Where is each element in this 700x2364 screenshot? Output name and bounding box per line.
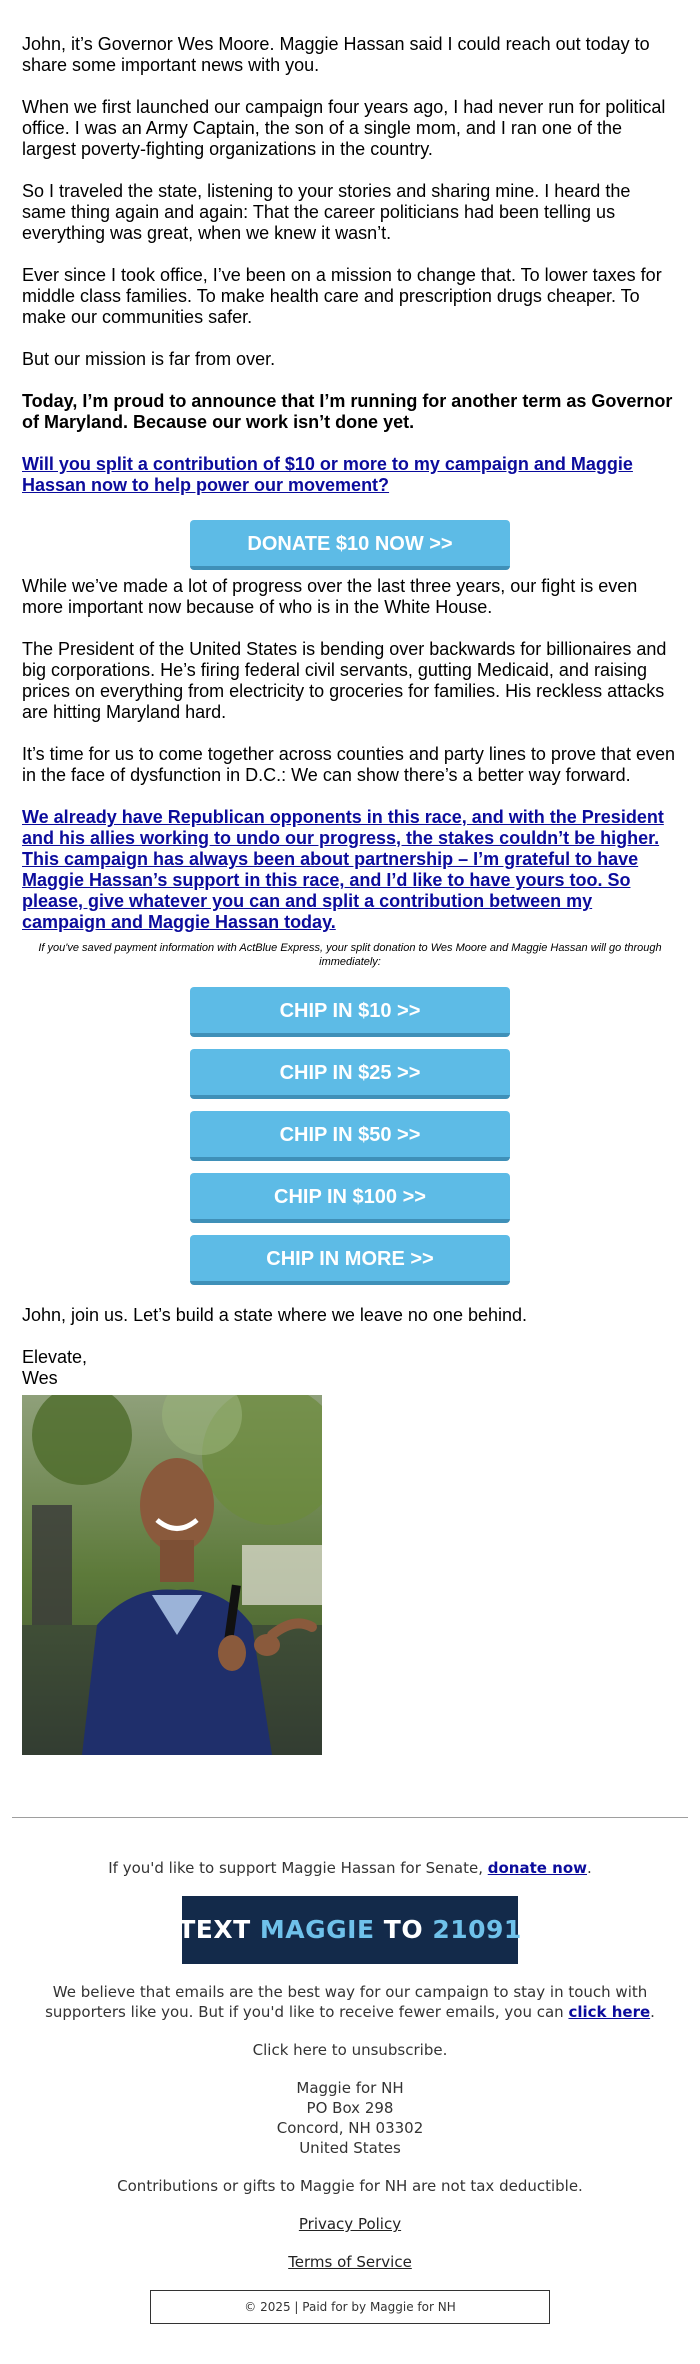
donate-button-row xyxy=(22,517,678,576)
mission-not-over-paragraph: But our mission is far from over. xyxy=(22,349,276,369)
mission-paragraph: Ever since I took office, I’ve been on a mission to change that. To lower taxes for middle class families. To make health care and prescription drugs cheaper. To make our communities safer. xyxy=(22,265,662,327)
banner-keyword: MAGGIE xyxy=(259,1915,375,1944)
chip-button-row-3 xyxy=(22,1111,678,1173)
fewer-emails-end: . xyxy=(650,2003,655,2021)
donate-now-link[interactable]: donate now xyxy=(487,1859,587,1877)
address-line: PO Box 298 xyxy=(306,2099,394,2117)
support-end: . xyxy=(587,1859,592,1877)
chip-in-more-button[interactable]: CHIP IN MORE >> xyxy=(190,1235,510,1285)
chip-button-row-1 xyxy=(22,987,678,1049)
signature-text: Wes xyxy=(22,1368,58,1388)
privacy-policy-link[interactable]: Privacy Policy xyxy=(298,2215,402,2233)
president-paragraph: The President of the United States is bending over backwards for billionaires and big corporations. He’s firing federal civil servants, gutting Medicaid, and raising prices on everything from electricity to groceries for families. His reckless attacks are hitting Maryland hard. xyxy=(22,639,667,722)
progress-paragraph: While we’ve made a lot of progress over the last three years, our fight is even more important now because of who is in the White House. xyxy=(22,576,638,617)
banner-shortcode: 21091 xyxy=(432,1915,522,1944)
fewer-emails-link[interactable]: click here xyxy=(568,2003,651,2021)
donate-10-button[interactable]: DONATE $10 NOW >> xyxy=(190,520,510,570)
privacy-policy-row xyxy=(18,2214,682,2234)
chip-button-row-5 xyxy=(22,1235,678,1297)
address-line: United States xyxy=(299,2139,401,2157)
wes-moore-photo xyxy=(22,1395,322,1755)
email-footer xyxy=(0,1858,700,2324)
tax-deductible-note: Contributions or gifts to Maggie for NH are not tax deductible. xyxy=(117,2177,583,2195)
opponents-split-link[interactable]: We already have Republican opponents in this race, and with the President and his allies working to undo our progress, the stakes couldn’t be higher. This campaign has always been about partnership – I’m grateful to have Maggie Hassan’s support in this race, and I’d like to have yours too. So please, give whatever you can and split a contribution between my campaign and Maggie Hassan today. xyxy=(22,807,664,932)
banner-to-word: TO xyxy=(383,1915,424,1944)
intro-paragraph: John, it’s Governor Wes Moore. Maggie Hassan said I could reach out today to share some important news with you. xyxy=(22,34,650,75)
mailing-address xyxy=(18,2078,682,2158)
closing-paragraph: John, join us. Let’s build a state where we leave no one behind. xyxy=(22,1305,528,1325)
signoff-block xyxy=(22,1347,678,1389)
listening-paragraph: So I traveled the state, listening to your stories and sharing mine. I heard the same thing again and again: That the career politicians had been telling us everything was great, when we knew it wasn’t. xyxy=(22,181,631,243)
paid-for-box: © 2025 | Paid for by Maggie for NH xyxy=(150,2290,550,2324)
chip-in-25-button[interactable]: CHIP IN $25 >> xyxy=(190,1049,510,1099)
chip-in-10-button[interactable]: CHIP IN $10 >> xyxy=(190,987,510,1037)
terms-of-service-link[interactable]: Terms of Service xyxy=(288,2253,412,2271)
announcement-paragraph: Today, I’m proud to announce that I’m running for another term as Governor of Maryland. Because our work isn’t done yet. xyxy=(22,391,673,432)
text-maggie-banner[interactable] xyxy=(178,1896,522,1964)
fewer-emails-text: We believe that emails are the best way for our campaign to stay in touch with supporters like you. But if you'd like to receive fewer emails, you can xyxy=(45,1983,648,2021)
come-together-paragraph: It’s time for us to come together across counties and party lines to prove that even in the face of dysfunction in D.C.: We can show there’s a better way forward. xyxy=(22,744,676,785)
split-contribution-link[interactable]: Will you split a contribution of $10 or more to my campaign and Maggie Hassan now to help power our movement? xyxy=(22,454,633,495)
address-line: Maggie for NH xyxy=(296,2079,404,2097)
support-line xyxy=(18,1858,682,1878)
actblue-express-note: If you've saved payment information with ActBlue Express, your split donation to Wes Moore and Maggie Hassan will go through immediately: xyxy=(38,942,662,968)
chip-button-row-2 xyxy=(22,1049,678,1111)
signoff-text: Elevate, xyxy=(22,1347,88,1367)
fewer-emails-line xyxy=(18,1982,682,2022)
chip-button-row-4 xyxy=(22,1173,678,1235)
split-contribution-paragraph xyxy=(22,454,678,496)
unsubscribe-link[interactable]: Click here to unsubscribe. xyxy=(252,2041,448,2059)
chip-in-100-button[interactable]: CHIP IN $100 >> xyxy=(190,1173,510,1223)
opponents-paragraph xyxy=(22,807,678,933)
support-text: If you'd like to support Maggie Hassan for Senate, xyxy=(108,1859,488,1877)
footer-divider xyxy=(12,1817,688,1818)
terms-of-service-row xyxy=(18,2252,682,2272)
address-line: Concord, NH 03302 xyxy=(276,2119,424,2137)
banner-text-word: TEXT xyxy=(178,1915,251,1944)
campaign-origin-paragraph: When we first launched our campaign four years ago, I had never run for political office. I was an Army Captain, the son of a single mom, and I ran one of the largest poverty-fighting organizations in the country. xyxy=(22,97,666,159)
chip-in-50-button[interactable]: CHIP IN $50 >> xyxy=(190,1111,510,1161)
